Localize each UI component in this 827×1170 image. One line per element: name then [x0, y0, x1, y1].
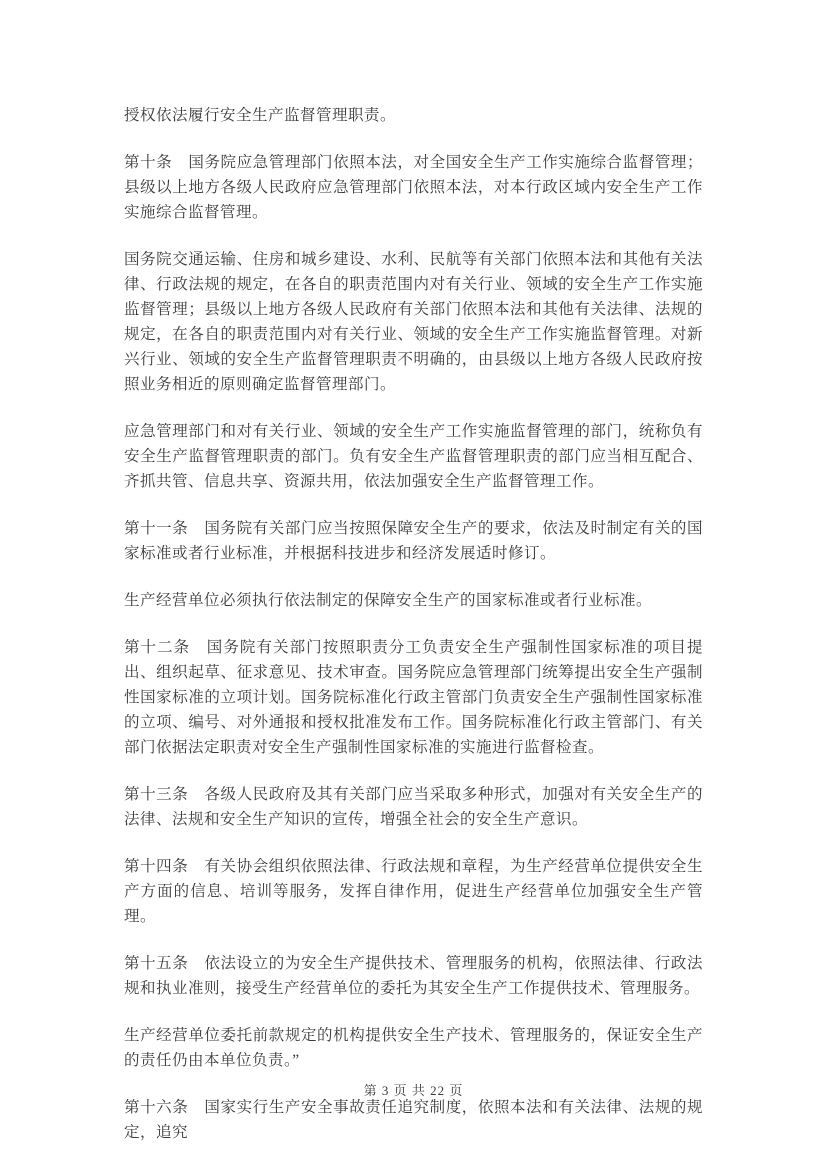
page-footer: 第 3 页 共 22 页	[363, 1083, 464, 1098]
document-body	[124, 103, 703, 1167]
paragraph: 授权依法履行安全生产监督管理职责。	[124, 107, 397, 124]
paragraph: 第十二条 国务院有关部门按照职责分工负责安全生产强制性国家标准的项目提出、组织起草、征求意见、技术审查。国务院应急管理部门统筹提出安全生产强制性国家标准的立项计划。国务院标准化行政主管部门负责安全生产强制性国家标准的立项、编号、对外通报和授权批准发布工作。国务院标准化行政主管部门、有关部门依据法定职责对安全生产强制性国家标准的实施进行监督检查。	[124, 639, 703, 756]
paragraph: 第十六条 国家实行生产安全事故责任追究制度，依照本法和有关法律、法规的规定，追究	[124, 1099, 703, 1141]
paragraph: 生产经营单位委托前款规定的机构提供安全生产技术、管理服务的，保证安全生产的责任仍由本单位负责。”	[124, 1027, 703, 1069]
paragraph: 第十条 国务院应急管理部门依照本法，对全国安全生产工作实施综合监督管理；县级以上地方各级人民政府应急管理部门依照本法，对本行政区域内安全生产工作实施综合监督管理。	[124, 154, 703, 221]
paragraph: 第十五条 依法设立的为安全生产提供技术、管理服务的机构，依照法律、行政法规和执业准则，接受生产经营单位的委托为其安全生产工作提供技术、管理服务。	[124, 955, 703, 997]
paragraph: 应急管理部门和对有关行业、领域的安全生产工作实施监督管理的部门，统称负有安全生产监督管理职责的部门。负有安全生产监督管理职责的部门应当相互配合、齐抓共管、信息共享、资源共用，依法加强安全生产监督管理工作。	[124, 423, 703, 490]
paragraph: 第十一条 国务院有关部门应当按照保障安全生产的要求，依法及时制定有关的国家标准或者行业标准，并根据科技进步和经济发展适时修订。	[124, 520, 703, 562]
paragraph: 国务院交通运输、住房和城乡建设、水利、民航等有关部门依照本法和其他有关法律、行政法规的规定，在各自的职责范围内对有关行业、领域的安全生产工作实施监督管理；县级以上地方各级人民政府有关部门依照本法和其他有关法律、法规的规定，在各自的职责范围内对有关行业、领域的安全生产工作实施监督管理。对新兴行业、领域的安全生产监督管理职责不明确的，由县级以上地方各级人民政府按照业务相近的原则确定监督管理部门。	[124, 251, 703, 393]
paragraph: 第十四条 有关协会组织依照法律、行政法规和章程，为生产经营单位提供安全生产方面的信息、培训等服务，发挥自律作用，促进生产经营单位加强安全生产管理。	[124, 858, 703, 925]
paragraph: 生产经营单位必须执行依法制定的保障安全生产的国家标准或者行业标准。	[124, 592, 653, 609]
paragraph: 第十三条 各级人民政府及其有关部门应当采取多种形式，加强对有关安全生产的法律、法规和安全生产知识的宣传，增强全社会的安全生产意识。	[124, 786, 703, 828]
